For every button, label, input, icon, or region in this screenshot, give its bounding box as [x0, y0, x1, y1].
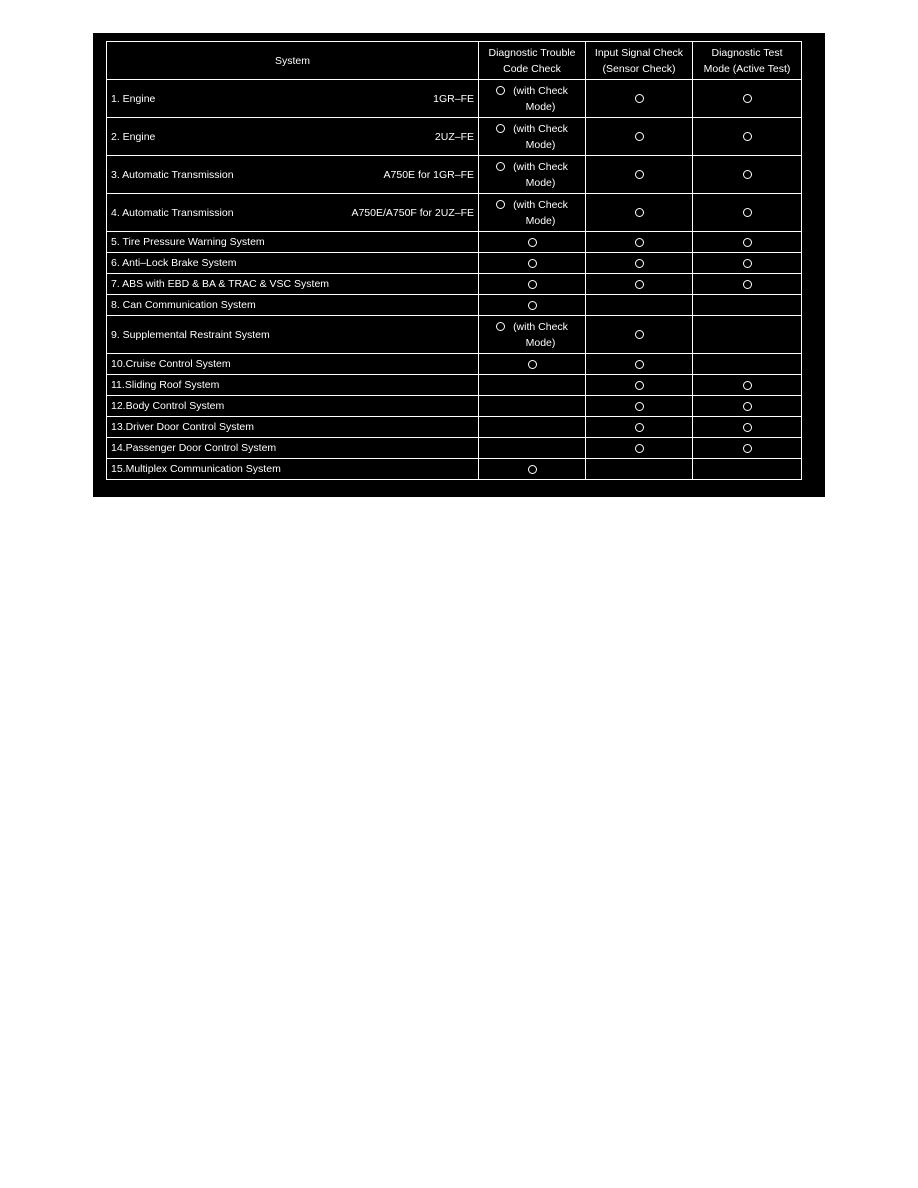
system-name: 15.Multiplex Communication System — [111, 463, 281, 475]
check-mode-line2: Mode) — [525, 336, 556, 349]
input-signal-cell — [586, 375, 693, 396]
check-mode-line1: (with Check — [513, 84, 568, 97]
check-mode-line2: Mode) — [525, 176, 556, 189]
supported-mark-icon — [743, 381, 752, 390]
supported-mark-icon — [496, 322, 505, 331]
table-row — [107, 316, 802, 354]
input-signal-cell — [586, 417, 693, 438]
dtc-check-cell — [479, 274, 586, 295]
supported-mark-icon — [743, 402, 752, 411]
supported-mark-icon — [743, 423, 752, 432]
dtc-check-cell — [479, 316, 586, 354]
supported-mark-icon — [635, 444, 644, 453]
system-cell — [107, 375, 479, 396]
diagnosis-function-table — [106, 41, 802, 480]
input-signal-cell — [586, 274, 693, 295]
system-name: 7. ABS with EBD & BA & TRAC & VSC System — [111, 278, 330, 290]
check-mode-line1: (with Check — [513, 198, 568, 211]
supported-mark-icon — [635, 238, 644, 247]
supported-mark-icon — [528, 301, 537, 310]
system-name: 12.Body Control System — [111, 400, 225, 412]
dtc-check-cell — [479, 417, 586, 438]
supported-mark-icon — [635, 259, 644, 268]
system-name: 4. Automatic Transmission — [111, 206, 234, 219]
system-name: 10.Cruise Control System — [111, 358, 231, 370]
input-signal-cell — [586, 194, 693, 232]
supported-mark-icon — [635, 330, 644, 339]
check-mode-note — [483, 159, 581, 191]
system-name: 11.Sliding Roof System — [111, 379, 220, 391]
table-row — [107, 118, 802, 156]
check-mode-text — [513, 197, 568, 229]
header-active-test: Diagnostic Test Mode (Active Test) — [693, 42, 802, 80]
system-cell — [107, 253, 479, 274]
active-test-cell — [693, 316, 802, 354]
table-row — [107, 354, 802, 375]
active-test-cell — [693, 375, 802, 396]
dtc-check-cell — [479, 396, 586, 417]
supported-mark-icon — [635, 280, 644, 289]
active-test-cell — [693, 354, 802, 375]
table-row — [107, 274, 802, 295]
input-signal-cell — [586, 316, 693, 354]
input-signal-cell — [586, 295, 693, 316]
supported-mark-icon — [496, 124, 505, 133]
header-input-signal-check: Input Signal Check (Sensor Check) — [586, 42, 693, 80]
table-row — [107, 253, 802, 274]
supported-mark-icon — [743, 280, 752, 289]
supported-mark-icon — [743, 132, 752, 141]
supported-mark-icon — [635, 208, 644, 217]
system-cell — [107, 156, 479, 194]
table-body — [107, 80, 802, 480]
check-mode-text — [513, 83, 568, 115]
table-row — [107, 375, 802, 396]
table-row — [107, 459, 802, 480]
system-name: 14.Passenger Door Control System — [111, 442, 277, 454]
supported-mark-icon — [743, 238, 752, 247]
table-row — [107, 295, 802, 316]
system-cell — [107, 274, 479, 295]
system-cell — [107, 194, 479, 232]
system-cell — [107, 232, 479, 253]
dtc-check-cell — [479, 118, 586, 156]
supported-mark-icon — [635, 94, 644, 103]
active-test-cell — [693, 459, 802, 480]
supported-mark-icon — [743, 208, 752, 217]
system-cell — [107, 417, 479, 438]
table-row — [107, 232, 802, 253]
dtc-check-cell — [479, 194, 586, 232]
check-mode-line1: (with Check — [513, 160, 568, 173]
supported-mark-icon — [635, 402, 644, 411]
check-mode-note — [483, 319, 581, 351]
table-row — [107, 194, 802, 232]
check-mode-note — [483, 121, 581, 153]
dtc-check-cell — [479, 438, 586, 459]
supported-mark-icon — [635, 132, 644, 141]
system-name: 2. Engine — [111, 130, 156, 143]
active-test-cell — [693, 295, 802, 316]
system-variant: A750E/A750F for 2UZ–FE — [351, 206, 474, 219]
input-signal-cell — [586, 80, 693, 118]
active-test-cell — [693, 80, 802, 118]
system-name: 1. Engine — [111, 92, 156, 105]
system-cell — [107, 438, 479, 459]
active-test-cell — [693, 194, 802, 232]
input-signal-cell — [586, 459, 693, 480]
active-test-cell — [693, 438, 802, 459]
system-name: 8. Can Communication System — [111, 299, 256, 311]
table-row — [107, 438, 802, 459]
supported-mark-icon — [528, 238, 537, 247]
supported-mark-icon — [635, 381, 644, 390]
system-cell — [107, 316, 479, 354]
supported-mark-icon — [635, 170, 644, 179]
input-signal-cell — [586, 354, 693, 375]
supported-mark-icon — [743, 444, 752, 453]
supported-mark-icon — [528, 465, 537, 474]
table-row — [107, 417, 802, 438]
active-test-cell — [693, 253, 802, 274]
check-mode-text — [513, 121, 568, 153]
system-cell — [107, 396, 479, 417]
header-dtc-check: Diagnostic Trouble Code Check — [479, 42, 586, 80]
input-signal-cell — [586, 396, 693, 417]
dtc-check-cell — [479, 80, 586, 118]
check-mode-text — [513, 319, 568, 351]
input-signal-cell — [586, 232, 693, 253]
active-test-cell — [693, 396, 802, 417]
table-row — [107, 396, 802, 417]
check-mode-note — [483, 197, 581, 229]
input-signal-cell — [586, 156, 693, 194]
system-name: 5. Tire Pressure Warning System — [111, 236, 265, 248]
system-cell — [107, 80, 479, 118]
active-test-cell — [693, 417, 802, 438]
dtc-check-cell — [479, 295, 586, 316]
system-name: 9. Supplemental Restraint System — [111, 328, 270, 341]
supported-mark-icon — [635, 360, 644, 369]
supported-mark-icon — [743, 259, 752, 268]
check-mode-line2: Mode) — [525, 138, 556, 151]
supported-mark-icon — [743, 94, 752, 103]
supported-mark-icon — [528, 360, 537, 369]
supported-mark-icon — [528, 259, 537, 268]
system-name: 6. Anti–Lock Brake System — [111, 257, 237, 269]
supported-mark-icon — [743, 170, 752, 179]
system-cell — [107, 118, 479, 156]
input-signal-cell — [586, 438, 693, 459]
system-name: 13.Driver Door Control System — [111, 421, 254, 433]
check-mode-line1: (with Check — [513, 122, 568, 135]
supported-mark-icon — [496, 162, 505, 171]
check-mode-line1: (with Check — [513, 320, 568, 333]
system-name: 3. Automatic Transmission — [111, 168, 234, 181]
dtc-check-cell — [479, 156, 586, 194]
system-variant: 2UZ–FE — [434, 130, 474, 143]
active-test-cell — [693, 118, 802, 156]
active-test-cell — [693, 156, 802, 194]
header-system: System — [107, 42, 479, 80]
check-mode-text — [513, 159, 568, 191]
table-row — [107, 80, 802, 118]
dtc-check-cell — [479, 354, 586, 375]
system-cell — [107, 459, 479, 480]
supported-mark-icon — [496, 200, 505, 209]
dtc-check-cell — [479, 253, 586, 274]
system-variant: A750E for 1GR–FE — [383, 168, 474, 181]
table-row — [107, 156, 802, 194]
header-row — [107, 42, 802, 80]
system-cell — [107, 295, 479, 316]
system-variant: 1GR–FE — [433, 92, 474, 105]
check-mode-note — [483, 83, 581, 115]
supported-mark-icon — [528, 280, 537, 289]
diagram-panel — [93, 33, 825, 497]
supported-mark-icon — [635, 423, 644, 432]
dtc-check-cell — [479, 375, 586, 396]
check-mode-line2: Mode) — [525, 214, 556, 227]
dtc-check-cell — [479, 459, 586, 480]
input-signal-cell — [586, 253, 693, 274]
supported-mark-icon — [496, 86, 505, 95]
dtc-check-cell — [479, 232, 586, 253]
input-signal-cell — [586, 118, 693, 156]
check-mode-line2: Mode) — [525, 100, 556, 113]
system-cell — [107, 354, 479, 375]
active-test-cell — [693, 274, 802, 295]
active-test-cell — [693, 232, 802, 253]
